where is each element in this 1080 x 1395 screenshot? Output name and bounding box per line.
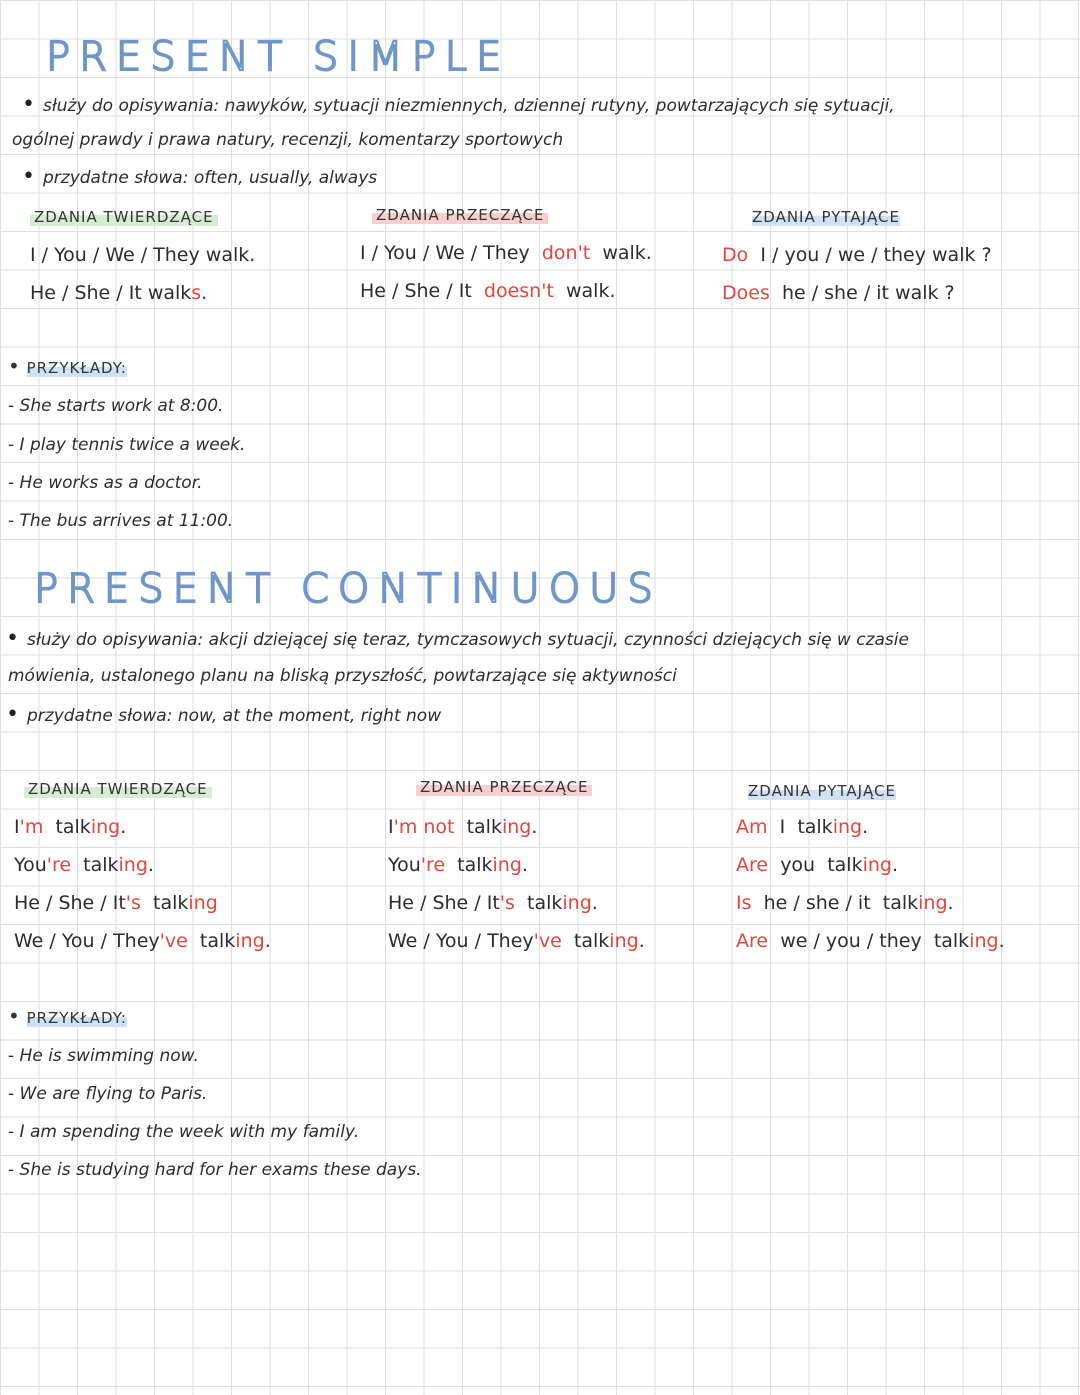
continuous-example-4: - She is studying hard for her exams these days. [8,1160,422,1180]
simple-usage-line-2: ogólnej prawdy i prawa natury, recenzji, komentarzy sportowych [12,130,564,150]
continuous-affirmative-row-1: I'm talking. [14,816,127,838]
simple-question-row-1: Do I / you / we / they walk ? [722,244,992,266]
continuous-negative-header: ZDANIA PRZECZĄCE [416,778,592,796]
continuous-question-row-4: Are we / you / they talking. [736,930,1005,952]
continuous-question-row-1: Am I talking. [736,816,869,838]
continuous-usage-line-2: mówienia, ustalonego planu na bliską przyszłość, powtarzające się aktywności [8,666,677,686]
simple-affirmative-row-2: He / She / It walks. [30,282,208,304]
simple-example-4: - The bus arrives at 11:00. [8,511,233,531]
continuous-negative-row-4: We / You / They've talking. [388,930,645,952]
simple-affirmative-row-1: I / You / We / They walk. [30,244,256,266]
continuous-useful-words: • przydatne słowa: now, at the moment, right now [6,702,441,727]
continuous-usage-line-1: • służy do opisywania: akcji dziejącej się teraz, tymczasowych sytuacji, czynności dziejących się w czasie [6,626,909,651]
continuous-affirmative-row-4: We / You / They've talking. [14,930,271,952]
continuous-examples-label: • PRZYKŁADY: [8,1004,127,1028]
simple-question-header: ZDANIA PYTAJĄCE [752,208,901,226]
simple-negative-header: ZDANIA PRZECZĄCE [372,206,548,224]
continuous-example-1: - He is swimming now. [8,1046,199,1066]
continuous-negative-row-2: You're talking. [388,854,528,876]
simple-usage-line-1: • służy do opisywania: nawyków, sytuacji niezmiennych, dziennej rutyny, powtarzających się sytuacji, [22,92,895,117]
simple-useful-words: • przydatne słowa: often, usually, always [22,164,377,189]
present-continuous-title: PRESENT CONTINUOUS [34,566,662,612]
continuous-affirmative-row-3: He / She / It's talking [14,892,218,914]
continuous-negative-row-1: I'm not talking. [388,816,538,838]
simple-example-3: - He works as a doctor. [8,473,203,493]
present-simple-title: PRESENT SIMPLE [46,34,511,80]
simple-example-1: - She starts work at 8:00. [8,396,223,416]
simple-question-row-2: Does he / she / it walk ? [722,282,955,304]
simple-example-2: - I play tennis twice a week. [8,435,245,455]
continuous-example-2: - We are flying to Paris. [8,1084,207,1104]
simple-examples-label: • PRZYKŁADY: [8,354,127,378]
simple-affirmative-header: ZDANIA TWIERDZĄCE [30,208,218,226]
continuous-example-3: - I am spending the week with my family. [8,1122,359,1142]
continuous-question-row-3: Is he / she / it talking. [736,892,954,914]
continuous-affirmative-header: ZDANIA TWIERDZĄCE [24,780,212,798]
simple-negative-row-2: He / She / It doesn't walk. [360,280,616,302]
continuous-affirmative-row-2: You're talking. [14,854,154,876]
continuous-negative-row-3: He / She / It's talking. [388,892,598,914]
simple-negative-row-1: I / You / We / They don't walk. [360,242,652,264]
continuous-question-row-2: Are you talking. [736,854,899,876]
continuous-question-header: ZDANIA PYTAJĄCE [748,782,897,800]
